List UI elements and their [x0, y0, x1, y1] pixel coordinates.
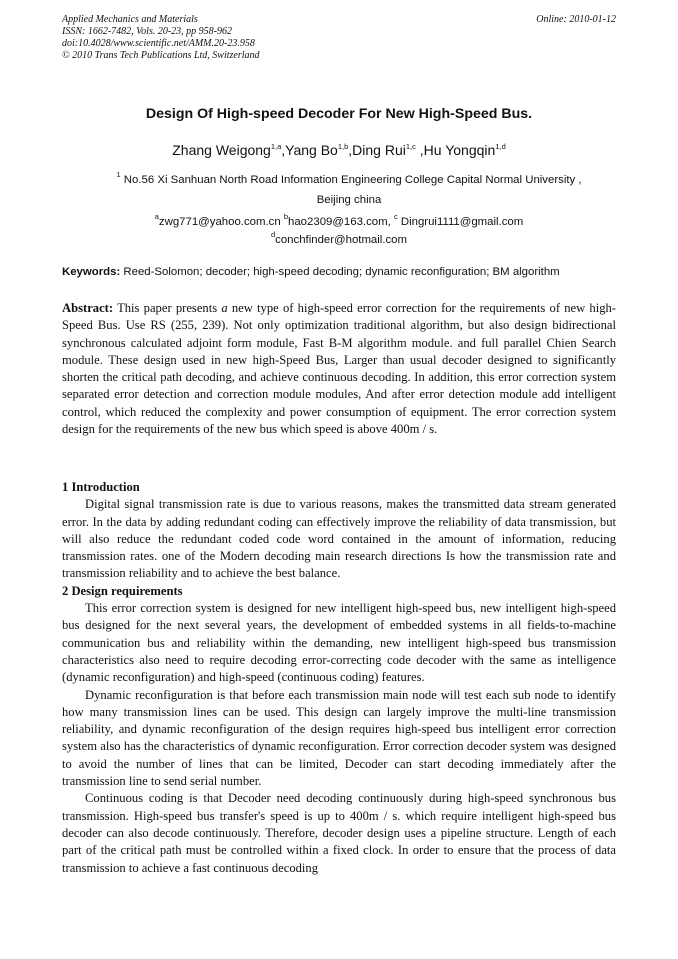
email-a[interactable]: zwg771@yahoo.com.cn	[158, 216, 281, 228]
email-c[interactable]: Dingrui1111@gmail.com	[400, 216, 524, 228]
paragraph: This error correction system is designed for new intelligent high-speed bus, new intelligent high-speed bus designed for the next several years, the development of embedded systems in all fields-to-machine communication bus and reliability within the demanding, new intelligent high-speed bus transmission characteristics also need to require decoding error-correcting code decoder with the same as intelligence (dynamic reconfiguration) and high-speed (continuous coding) features.	[62, 601, 616, 685]
paper-title: Design Of High-speed Decoder For New High-Speed Bus.	[145, 106, 533, 122]
issn-line: ISSN: 1662-7482, Vols. 20-23, pp 958-962	[62, 26, 232, 37]
author-affiliation-mark: 1,b	[337, 142, 349, 151]
email-d[interactable]: conchfinder@hotmail.com	[275, 234, 408, 246]
online-date: Online: 2010-01-12	[536, 14, 616, 25]
abstract-label: Abstract:	[62, 301, 114, 315]
affiliation-mark: 1	[116, 170, 121, 179]
affiliation-line-1: No.56 Xi Sanhuan North Road Information Engineering College Capital Normal University ,	[123, 174, 582, 186]
email-mark: b	[283, 212, 289, 221]
author-affiliation-mark: 1,d	[495, 142, 506, 151]
author-name: Yang Bo	[285, 142, 338, 158]
author-name: Zhang Weigong	[172, 142, 271, 158]
author-name: Hu Yongqin	[423, 142, 496, 158]
copyright-line: © 2010 Trans Tech Publications Ltd, Switzerland	[62, 50, 260, 61]
author-separator: ,	[348, 142, 353, 158]
journal-name: Applied Mechanics and Materials	[62, 14, 198, 25]
doi-line: doi:10.4028/www.scientific.net/AMM.20-23.958	[62, 38, 255, 49]
paragraph: Dynamic reconfiguration is that before each transmission main node will test each sub node to identify how many transmission lines can be used. This design can largely improve the multi-line transmission reliability, and dynamic reconfiguration of the design requires high-speed bus intelligent error correction system also has the characteristics of dynamic reconfiguration. Error correction decoder system was designed to avoid the number of lines that can be limited, Decoder can start decoding immediately after the transmission line to send serial number.	[62, 687, 616, 789]
author-affiliation-mark: 1,a	[270, 142, 282, 151]
abstract-text-pre: This paper presents	[117, 301, 218, 315]
author-separator: ,	[415, 142, 424, 158]
abstract-text: new type of high-speed error correction for the requirements of new high-Speed Bus. Use RS (255, 239). Not only optimization traditional algorithm, but also design bidirectional synchronous calculated adjoint form module, Fast B-M algorithm module. and full parallel Chien Search module. These design used in new high-Speed Bus, Larger than usual decoder designed to significantly shorten the critical path decoding, and achieve continuous decoding. In addition, this error correction system separated error detection and correction module modules, And after error detection module add intelligent control, which reduced the complexity and power consumption of equipment. The error correction system design for the requirements of the new bus which speed is above 400m / s.	[62, 301, 617, 437]
email-mark: d	[270, 230, 276, 239]
keywords-text: Reed-Solomon; decoder; high-speed decoding; dynamic reconfiguration; BM algorithm	[123, 266, 560, 278]
journal-header	[62, 14, 482, 62]
author-separator: ,	[281, 142, 286, 158]
affiliation-line-2: Beijing china	[316, 194, 382, 206]
section-heading-introduction: 1 Introduction	[62, 480, 140, 494]
author-affiliation-mark: 1,c	[405, 142, 416, 151]
abstract	[62, 300, 616, 438]
email-mark: c	[393, 212, 398, 221]
paragraph: Continuous coding is that Decoder need decoding continuously during high-speed synchronous bus transmission. High-speed bus transfer's speed is up to 400m / s. which require intelligent high-speed bus decoder can also decode continuously. Therefore, decoder design uses a pipeline structure. Length of each part of the critical path must be controlled within a fixed clock. In order to ensure that the process of data transmission to achieve a fast continuous decoding	[62, 791, 616, 875]
author-list	[62, 142, 616, 158]
abstract-italic-article: a	[221, 301, 228, 315]
keywords-label: Keywords:	[62, 266, 121, 278]
body-sections	[62, 479, 616, 877]
email-b[interactable]: hao2309@163.com,	[288, 216, 391, 228]
section-heading-design-requirements: 2 Design requirements	[62, 583, 183, 598]
author-name: Ding Rui	[352, 142, 406, 158]
paragraph: Digital signal transmission rate is due to various reasons, makes the transmitted data stream generated error. In the data by adding redundant coding can effectively improve the reliability of data transmission, but will also reduce the redundant coded code word contained in the amount of information, reducing transmission rates. one of the Modern decoding main research directions Is how the transmission rate and transmission reliability and to achieve the best balance.	[62, 497, 616, 581]
email-block	[62, 213, 616, 249]
email-mark: a	[154, 212, 159, 221]
keywords	[62, 266, 622, 278]
affiliation	[80, 170, 618, 210]
